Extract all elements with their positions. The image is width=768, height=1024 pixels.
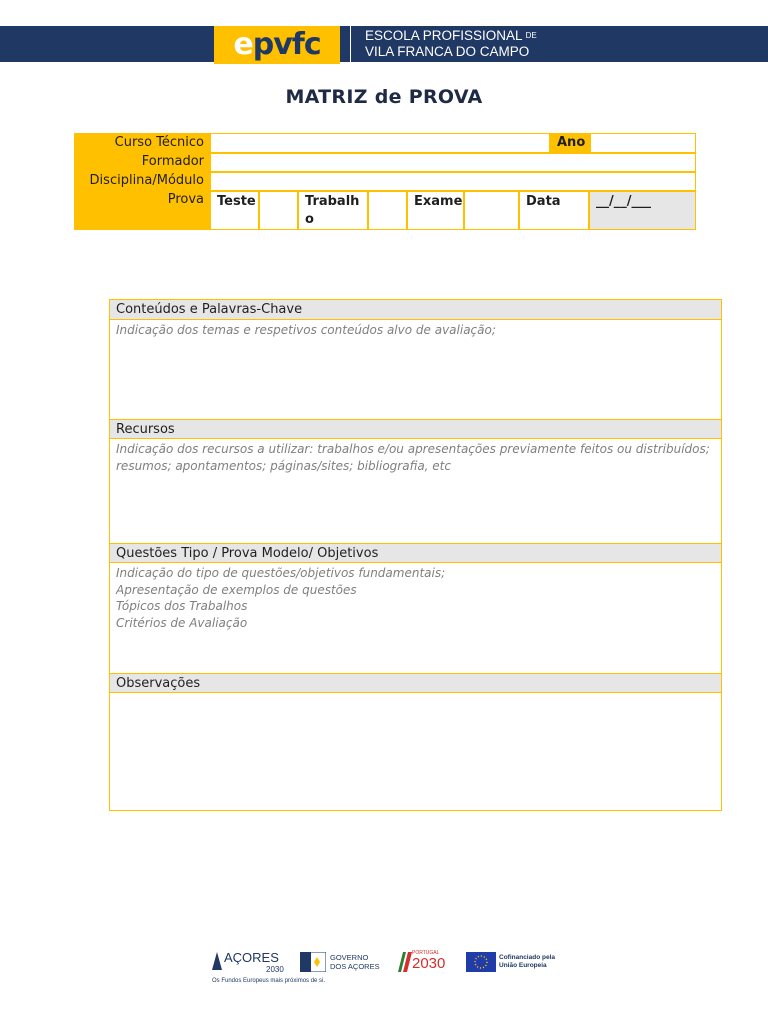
identification-table [74,133,696,230]
azores-flag-icon [300,952,326,972]
school-name-line1: ESCOLA PROFISSIONAL [365,28,523,43]
data-field[interactable]: __/__/___ [589,191,696,230]
eu-flag-icon [466,952,496,972]
logo-letter-e: e [233,27,253,62]
eu-line2: União Europeia [499,962,547,969]
section-line: Apresentação de exemplos de questões [116,582,357,597]
school-name [350,26,560,62]
ano-field[interactable] [590,133,696,153]
formador-field[interactable] [210,153,696,172]
exame-checkbox[interactable] [464,191,519,230]
section-line: Indicação do tipo de questões/objetivos fundamentais; [116,566,446,580]
portugal-2030-logo [398,950,452,974]
portugal-flag-icon [398,952,412,972]
trabalho-checkbox[interactable] [368,191,407,230]
teste-label: Teste [210,191,259,230]
curso-label: Curso Técnico [114,135,204,150]
trabalho-label-line1: Trabalh [305,194,360,209]
section-body-questoes[interactable] [110,563,721,673]
acores-name: AÇORES [224,950,279,965]
curso-field[interactable] [210,133,550,153]
ano-label: Ano [550,133,590,153]
exame-label: Exame [407,191,464,230]
footer-logos [212,948,557,988]
section-header-questoes: Questões Tipo / Prova Modelo/ Objetivos [110,543,721,563]
acores-2030-logo [212,950,326,986]
section-header-recursos: Recursos [110,419,721,439]
section-body-conteudos[interactable] [110,320,721,419]
sections-table [109,299,722,811]
acores-leaf-icon [212,952,222,970]
school-name-de: DE [525,31,537,40]
governo-acores-logo [300,952,384,974]
trabalho-label [298,191,368,230]
prova-label: Prova [167,192,204,207]
school-logo [214,26,340,64]
disciplina-label: Disciplina/Módulo [89,173,204,188]
trabalho-label-line2: o [305,212,314,227]
section-line: Indicação dos recursos a utilizar: trabalhos e/ou apresentações previamente feitos ou distribuídos; [116,442,710,456]
data-label: Data [519,191,589,230]
portugal-year: 2030 [412,955,446,972]
section-line: Critérios de Avaliação [116,615,248,630]
formador-label: Formador [141,154,204,169]
portugal-prefix: PORTUGAL [412,950,440,956]
acores-tagline: Os Fundos Europeus mais próximos de si. [212,978,326,984]
logo-letters: pvfc [252,27,321,62]
eu-cofinanced-logo [466,952,558,974]
section-line: resumos; apontamentos; páginas/sites; bibliografia, etc [116,458,451,473]
section-line: Tópicos dos Trabalhos [116,599,248,613]
school-name-line2: VILA FRANCA DO CAMPO [365,44,530,59]
governo-line2: DOS AÇORES [330,962,380,971]
governo-line1: GOVERNO [330,953,369,962]
section-body-observacoes[interactable] [110,693,721,809]
label-column [74,133,210,230]
section-line: Indicação dos temas e respetivos conteúdos alvo de avaliação; [116,323,496,337]
teste-checkbox[interactable] [259,191,298,230]
document-title: MATRIZ de PROVA [285,86,483,108]
section-body-recursos[interactable] [110,439,721,543]
disciplina-field[interactable] [210,172,696,191]
eu-line1: Cofinanciado pela [499,954,555,961]
section-header-conteudos: Conteúdos e Palavras-Chave [110,300,721,320]
acores-year: 2030 [266,965,284,974]
section-header-observacoes: Observações [110,673,721,693]
